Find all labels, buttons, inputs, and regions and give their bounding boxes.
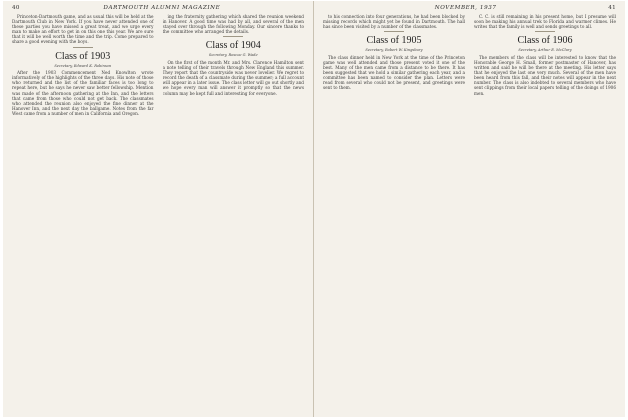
right-columns	[323, 14, 616, 416]
left-col1-body: After the 1903 Commencement Ned Knowlton wrote informatively of the highlights of the three days. His note of those who returned and the list of the familiar faces is too long to repeat here, but he says he never saw better fellowship. Mention was made of the afternoon gathering at the Inn, and the letters that came from those who could not get back. The classmates who attended the reunion also enjoyed the fine dinner at the Hanover Inn, and the next day the ballgame. Notes from the far West came from a number of men in California and Oregon.	[12, 70, 154, 116]
left-column-1	[12, 14, 154, 416]
divider	[384, 31, 404, 32]
left-running-head	[12, 5, 304, 11]
left-running-title: DARTMOUTH ALUMNI MAGAZINE	[103, 5, 221, 11]
divider	[73, 47, 93, 48]
left-page	[3, 1, 314, 417]
magazine-spread	[3, 1, 625, 417]
left-col1-intro: Princeton-Dartmouth game, and as usual this will be held at the Dartmouth Club in New York. If you have never attended one of these parties you have missed a great treat, and we urge every man to make an effort to get in on this one this year. We are sure that it will be well worth the time and the trip. Come prepared to share a good evening with the boys.	[12, 14, 154, 45]
class-byline-1904: Secretary, Roscoe G. Wade	[208, 53, 258, 58]
class-byline-1903: Secretary, Edward K. Robinson	[54, 63, 112, 68]
left-col2-body: On the first of the month Mr. and Mrs. Clarence Hamilton sent a note telling of their travels through New England this summer. They report that the countryside was never lovelier. We regret to record the death of a classmate during the summer; a full account will appear in a later issue. The class letter will go out shortly and we hope every man will answer it promptly so that the news column may be kept full and interesting for everyone.	[162, 59, 304, 96]
divider	[535, 31, 555, 32]
right-col1-body: The class dinner held in New York at the time of the Princeton game was well attended and those present voted it one of the best. Many of the men came from a distance to be there. It has been suggested that we hold a similar gathering each year, and a committee has been named to consider the plan. Letters were read from several who could not be present, and greetings were sent to them.	[323, 54, 465, 91]
class-heading-1903: Class of 1903	[55, 50, 111, 62]
divider	[223, 36, 243, 37]
right-column-2	[474, 14, 616, 416]
right-running-title: NOVEMBER, 1937	[434, 5, 497, 11]
left-columns	[12, 14, 304, 416]
left-column-2	[163, 14, 305, 416]
right-page-number: 41	[608, 5, 616, 11]
class-byline-1906: Secretary, Arthur E. McClary	[518, 48, 572, 53]
class-heading-1906: Class of 1906	[517, 35, 573, 47]
left-col2-intro: ing the fraternity gathering which shared the reunion weekend in Hanover. A good time was had by all, and several of the men stayed over through the following Monday. Our sincere thanks to the committee who arranged the details.	[162, 14, 304, 35]
class-byline-1905: Secretary, Robert W. Kingsbury	[365, 48, 423, 53]
right-running-head	[323, 5, 616, 11]
class-heading-1905: Class of 1905	[366, 35, 422, 47]
class-heading-1904: Class of 1904	[205, 40, 261, 52]
right-column-1	[323, 14, 465, 416]
right-col2-intro: C. C. is still remaining in his present home, but I presume will soon be making his annual trek to Florida and warmer climes. He writes that the family is well and sends greetings to all.	[474, 14, 616, 30]
left-page-number: 40	[12, 5, 20, 11]
right-page	[314, 1, 625, 417]
right-col1-intro: to his connection into four generations, he had been blocked by missing records which might yet be found in Dartmouth. The hall has since been visited by a number of the classmates.	[323, 14, 465, 30]
right-col2-body: The members of the class will be interested to know that the Honorable George H. Small, former postmaster of Hanover, has written and said he will be there at the meeting. His letter says that he enjoyed the last one very much. Several of the men have been heard from this fall, and their notes will appear in the next number. The class is also indebted to several members who have sent clippings from their local papers telling of the doings of 1906 men.	[474, 54, 616, 96]
